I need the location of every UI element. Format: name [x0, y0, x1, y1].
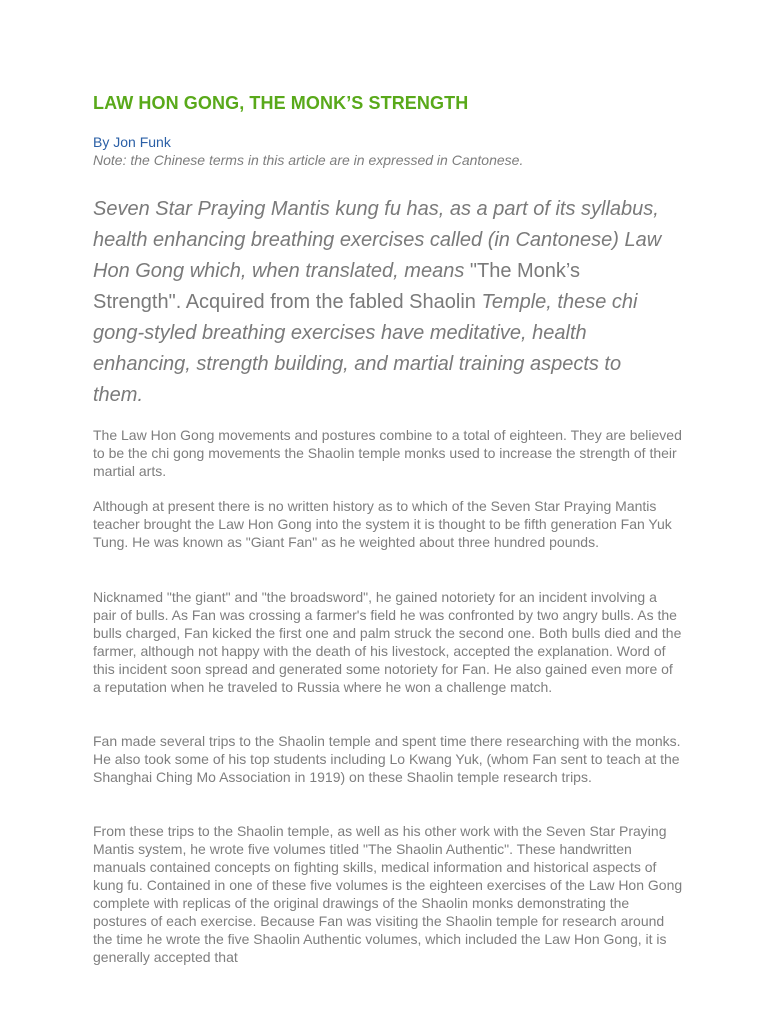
lead-text-upright: "The Monk’s Strength". Acquired from the fabled Shaolin	[93, 260, 580, 313]
body-paragraph-2: Although at present there is no written history as to which of the Seven Star Praying Mantis teacher brought the Law Hon Gong into the system it is thought to be fifth generation Fan Yuk Tung. He was known as "Giant Fan" as he weighted about three hundred pounds.	[93, 498, 672, 550]
lead-paragraph	[93, 194, 673, 411]
article-byline: By Jon Funk	[93, 134, 171, 150]
body-paragraph-4: Fan made several trips to the Shaolin temple and spent time there researching with the monks. He also took some of his top students including Lo Kwang Yuk, (whom Fan sent to teach at the Shanghai Ching Mo Association in 1919) on these Shaolin temple research trips.	[93, 733, 681, 785]
lead-text-italic: Seven Star Praying Mantis kung fu has, as a part of its syllabus, health enhancing breathing exercises called (in Cantonese) Law Hon Gong which, when translated, means	[93, 198, 662, 282]
body-paragraph-3: Nicknamed "the giant" and "the broadsword", he gained notoriety for an incident involving a pair of bulls. As Fan was crossing a farmer's field he was confronted by two angry bulls. As the bulls charged, Fan kicked the first one and palm struck the second one. Both bulls died and the farmer, although not happy with the death of his livestock, accepted the explanation. Word of this incident soon spread and generated some notoriety for Fan. He also gained even more of a reputation when he traveled to Russia where he won a challenge match.	[93, 589, 682, 695]
article-title: LAW HON GONG, THE MONK’S STRENGTH	[93, 93, 469, 113]
body-paragraph-1: The Law Hon Gong movements and postures combine to a total of eighteen. They are believed to be the chi gong movements the Shaolin temple monks used to increase the strength of their martial arts.	[93, 427, 682, 479]
lead-text-italic-end: Temple, these chi gong-styled breathing exercises have meditative, health enhancing, strength building, and martial training aspects to them.	[93, 291, 638, 406]
body-paragraph-5: From these trips to the Shaolin temple, as well as his other work with the Seven Star Praying Mantis system, he wrote five volumes titled "The Shaolin Authentic". These handwritten manuals contained concepts on fighting skills, medical information and historical aspects of kung fu. Contained in one of these five volumes is the eighteen exercises of the Law Hon Gong complete with replicas of the original drawings of the Shaolin monks demonstrating the postures of each exercise. Because Fan was visiting the Shaolin temple for research around the time he wrote the five Shaolin Authentic volumes, which included the Law Hon Gong, it is generally accepted that	[93, 823, 683, 965]
article-note: Note: the Chinese terms in this article are in expressed in Cantonese.	[93, 152, 524, 168]
